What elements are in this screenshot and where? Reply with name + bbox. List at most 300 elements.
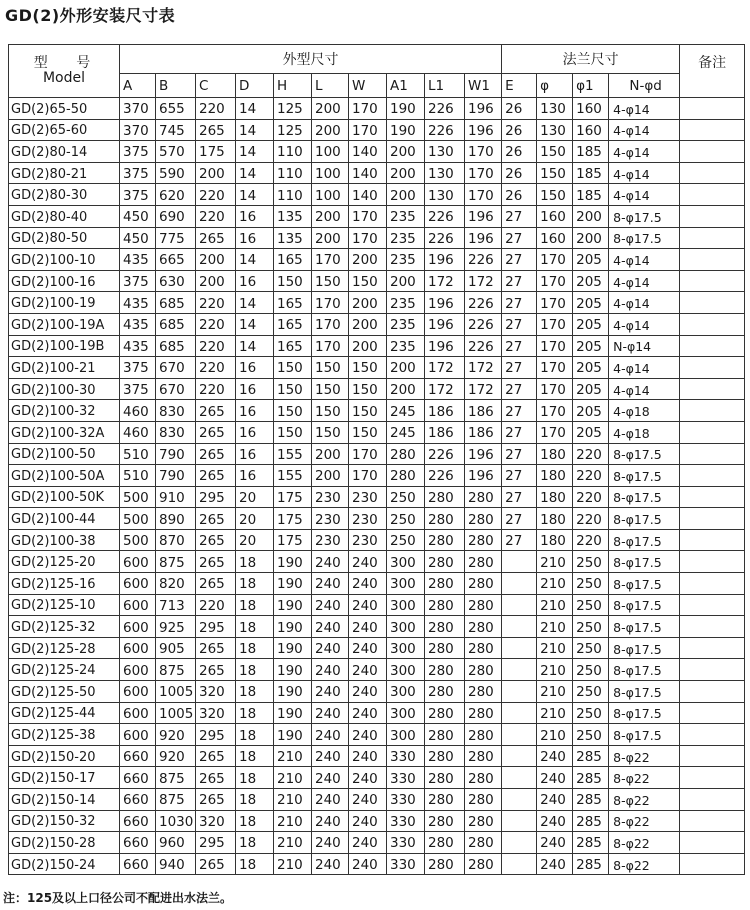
value-cell: 8-φ17.5 [609, 573, 680, 595]
value-cell: 1005 [156, 702, 196, 724]
value-cell: 220 [196, 378, 236, 400]
value-cell: 240 [537, 853, 573, 875]
value-cell: 16 [236, 421, 274, 443]
value-cell: 200 [387, 162, 425, 184]
value-cell: 175 [274, 529, 312, 551]
value-cell: 150 [537, 162, 573, 184]
table-row [9, 270, 745, 292]
value-cell: 220 [196, 594, 236, 616]
remarks-cell [680, 659, 745, 681]
value-cell: 690 [156, 205, 196, 227]
remarks-cell [680, 810, 745, 832]
value-cell: 170 [537, 400, 573, 422]
remarks-cell [680, 205, 745, 227]
value-cell: 280 [465, 594, 502, 616]
value-cell: 196 [465, 98, 502, 120]
value-cell: 200 [312, 205, 349, 227]
value-cell: 250 [573, 724, 609, 746]
value-cell: 240 [537, 745, 573, 767]
value-cell: 330 [387, 853, 425, 875]
value-cell: 435 [120, 335, 156, 357]
value-cell: 140 [349, 162, 387, 184]
value-cell: 20 [236, 508, 274, 530]
value-cell: 265 [196, 551, 236, 573]
value-cell: 170 [537, 335, 573, 357]
value-cell: 510 [120, 465, 156, 487]
value-cell: 4-φ14 [609, 313, 680, 335]
value-cell: 226 [425, 227, 465, 249]
model-cell: GD(2)125-50 [9, 681, 120, 703]
value-cell: 240 [312, 637, 349, 659]
remarks-cell [680, 421, 745, 443]
value-cell: 27 [502, 227, 537, 249]
value-cell: 250 [573, 573, 609, 595]
value-cell: 240 [312, 745, 349, 767]
value-cell: 18 [236, 659, 274, 681]
value-cell: 240 [312, 789, 349, 811]
value-cell: 240 [349, 853, 387, 875]
value-cell: 18 [236, 853, 274, 875]
column-header: φ1 [573, 74, 609, 98]
value-cell: 220 [573, 529, 609, 551]
value-cell: 280 [425, 508, 465, 530]
value-cell: 4-φ18 [609, 400, 680, 422]
value-cell: 210 [537, 573, 573, 595]
value-cell: 285 [573, 745, 609, 767]
value-cell: 130 [425, 184, 465, 206]
value-cell: 300 [387, 637, 425, 659]
value-cell: 190 [274, 573, 312, 595]
table-row [9, 637, 745, 659]
value-cell: 14 [236, 98, 274, 120]
value-cell: 8-φ17.5 [609, 681, 680, 703]
table-row [9, 616, 745, 638]
value-cell: 240 [537, 767, 573, 789]
value-cell: 14 [236, 335, 274, 357]
remarks-cell [680, 292, 745, 314]
value-cell: 27 [502, 400, 537, 422]
value-cell: 660 [120, 832, 156, 854]
value-cell: 130 [537, 98, 573, 120]
value-cell: 250 [573, 659, 609, 681]
value-cell: 280 [425, 529, 465, 551]
value-cell: 280 [425, 853, 465, 875]
value-cell: 170 [312, 335, 349, 357]
value-cell: 265 [196, 745, 236, 767]
remarks-cell [680, 789, 745, 811]
table-row [9, 789, 745, 811]
value-cell: 265 [196, 659, 236, 681]
value-cell: 330 [387, 767, 425, 789]
value-cell: 1005 [156, 681, 196, 703]
value-cell: 210 [537, 724, 573, 746]
value-cell: 200 [312, 465, 349, 487]
value-cell: 265 [196, 529, 236, 551]
value-cell: 8-φ17.5 [609, 616, 680, 638]
value-cell: 170 [349, 98, 387, 120]
value-cell: 170 [312, 313, 349, 335]
remarks-cell [680, 249, 745, 271]
value-cell: 150 [537, 141, 573, 163]
value-cell: 185 [573, 184, 609, 206]
table-row [9, 573, 745, 595]
remarks-cell [680, 745, 745, 767]
table-row [9, 313, 745, 335]
value-cell: 230 [312, 529, 349, 551]
value-cell: 200 [387, 270, 425, 292]
value-cell: 172 [465, 378, 502, 400]
value-cell: 300 [387, 551, 425, 573]
value-cell: 300 [387, 724, 425, 746]
value-cell: 220 [196, 292, 236, 314]
value-cell: 280 [465, 702, 502, 724]
value-cell: 300 [387, 573, 425, 595]
value-cell: 226 [465, 335, 502, 357]
value-cell: 165 [274, 249, 312, 271]
value-cell: 330 [387, 832, 425, 854]
value-cell: 196 [425, 249, 465, 271]
value-cell: N-φ14 [609, 335, 680, 357]
value-cell: 190 [387, 98, 425, 120]
value-cell: 200 [312, 119, 349, 141]
value-cell: 8-φ17.5 [609, 205, 680, 227]
value-cell: 210 [537, 616, 573, 638]
value-cell: 16 [236, 205, 274, 227]
value-cell: 620 [156, 184, 196, 206]
value-cell: 4-φ14 [609, 249, 680, 271]
value-cell: 240 [312, 724, 349, 746]
value-cell: 226 [425, 443, 465, 465]
value-cell: 20 [236, 529, 274, 551]
model-cell: GD(2)80-30 [9, 184, 120, 206]
value-cell: 170 [537, 421, 573, 443]
value-cell: 186 [465, 421, 502, 443]
value-cell: 4-φ14 [609, 378, 680, 400]
value-cell: 150 [312, 421, 349, 443]
value-cell: 250 [573, 551, 609, 573]
table-row [9, 162, 745, 184]
value-cell: 4-φ14 [609, 292, 680, 314]
value-cell: 14 [236, 292, 274, 314]
value-cell: 220 [196, 335, 236, 357]
value-cell: 235 [387, 313, 425, 335]
value-cell: 670 [156, 357, 196, 379]
model-cell: GD(2)100-19A [9, 313, 120, 335]
value-cell: 175 [196, 141, 236, 163]
value-cell [502, 767, 537, 789]
value-cell [502, 573, 537, 595]
dimension-table [8, 44, 745, 875]
value-cell: 280 [465, 724, 502, 746]
value-cell: 250 [387, 486, 425, 508]
value-cell: 150 [349, 400, 387, 422]
value-cell: 240 [349, 789, 387, 811]
value-cell: 280 [425, 789, 465, 811]
value-cell: 196 [425, 292, 465, 314]
model-cell: GD(2)150-28 [9, 832, 120, 854]
value-cell: 1030 [156, 810, 196, 832]
model-cell: GD(2)125-28 [9, 637, 120, 659]
table-row [9, 98, 745, 120]
model-cell: GD(2)100-10 [9, 249, 120, 271]
table-row [9, 832, 745, 854]
value-cell: 8-φ17.5 [609, 465, 680, 487]
value-cell: 375 [120, 357, 156, 379]
model-cell: GD(2)150-20 [9, 745, 120, 767]
value-cell: 4-φ14 [609, 270, 680, 292]
value-cell [502, 702, 537, 724]
value-cell: 220 [573, 486, 609, 508]
model-cell: GD(2)125-38 [9, 724, 120, 746]
value-cell [502, 832, 537, 854]
value-cell: 240 [312, 616, 349, 638]
value-cell: 280 [425, 681, 465, 703]
value-cell: 26 [502, 162, 537, 184]
value-cell: 8-φ17.5 [609, 529, 680, 551]
table-row [9, 681, 745, 703]
value-cell: 200 [573, 227, 609, 249]
remarks-cell [680, 616, 745, 638]
remarks-cell [680, 551, 745, 573]
value-cell: 205 [573, 421, 609, 443]
value-cell: 26 [502, 184, 537, 206]
value-cell: 27 [502, 205, 537, 227]
remarks-cell [680, 119, 745, 141]
value-cell: 250 [387, 529, 425, 551]
value-cell: 226 [425, 465, 465, 487]
value-cell: 875 [156, 659, 196, 681]
value-cell [502, 551, 537, 573]
value-cell: 26 [502, 98, 537, 120]
value-cell: 210 [537, 594, 573, 616]
value-cell: 280 [465, 832, 502, 854]
value-cell: 220 [196, 184, 236, 206]
value-cell: 27 [502, 465, 537, 487]
column-header: W [349, 74, 387, 98]
value-cell: 713 [156, 594, 196, 616]
value-cell: 205 [573, 249, 609, 271]
value-cell: 375 [120, 162, 156, 184]
model-cell: GD(2)80-21 [9, 162, 120, 184]
value-cell: 790 [156, 443, 196, 465]
value-cell: 250 [573, 702, 609, 724]
remarks-cell [680, 357, 745, 379]
value-cell: 500 [120, 529, 156, 551]
value-cell: 280 [465, 573, 502, 595]
value-cell: 830 [156, 400, 196, 422]
value-cell: 220 [573, 465, 609, 487]
value-cell: 170 [349, 205, 387, 227]
value-cell: 245 [387, 400, 425, 422]
value-cell: 280 [465, 486, 502, 508]
value-cell: 460 [120, 421, 156, 443]
value-cell: 250 [573, 681, 609, 703]
value-cell: 18 [236, 810, 274, 832]
remarks-cell [680, 681, 745, 703]
header-row-columns [9, 74, 745, 98]
value-cell: 196 [465, 443, 502, 465]
value-cell: 590 [156, 162, 196, 184]
value-cell: 175 [274, 508, 312, 530]
table-row [9, 357, 745, 379]
value-cell: 240 [349, 551, 387, 573]
value-cell: 790 [156, 465, 196, 487]
value-cell: 220 [196, 205, 236, 227]
value-cell: 280 [425, 573, 465, 595]
value-cell: 280 [465, 659, 502, 681]
value-cell: 170 [537, 313, 573, 335]
value-cell: 925 [156, 616, 196, 638]
value-cell: 205 [573, 292, 609, 314]
value-cell: 280 [425, 594, 465, 616]
value-cell [502, 659, 537, 681]
remarks-cell [680, 702, 745, 724]
value-cell: 190 [274, 702, 312, 724]
value-cell: 875 [156, 767, 196, 789]
value-cell: 240 [537, 810, 573, 832]
value-cell: 200 [312, 443, 349, 465]
value-cell: 240 [349, 810, 387, 832]
value-cell: 170 [349, 119, 387, 141]
value-cell: 295 [196, 616, 236, 638]
value-cell: 600 [120, 551, 156, 573]
model-header-cn: 型 号 [33, 55, 103, 71]
value-cell: 170 [537, 378, 573, 400]
value-cell: 370 [120, 119, 156, 141]
value-cell: 125 [274, 98, 312, 120]
value-cell: 240 [349, 832, 387, 854]
value-cell: 16 [236, 357, 274, 379]
value-cell: 172 [425, 270, 465, 292]
value-cell: 280 [425, 702, 465, 724]
value-cell [502, 810, 537, 832]
remarks-cell [680, 270, 745, 292]
page-title: GD(2)外形安装尺寸表 [5, 6, 176, 25]
value-cell: 220 [573, 443, 609, 465]
value-cell: 265 [196, 853, 236, 875]
value-cell: 820 [156, 573, 196, 595]
value-cell: 27 [502, 357, 537, 379]
value-cell: 905 [156, 637, 196, 659]
value-cell: 200 [196, 270, 236, 292]
value-cell: 190 [274, 724, 312, 746]
value-cell: 295 [196, 486, 236, 508]
value-cell: 200 [312, 98, 349, 120]
table-row [9, 378, 745, 400]
value-cell: 570 [156, 141, 196, 163]
value-cell: 330 [387, 745, 425, 767]
value-cell: 230 [312, 486, 349, 508]
value-cell: 600 [120, 616, 156, 638]
value-cell: 280 [387, 443, 425, 465]
value-cell: 16 [236, 465, 274, 487]
value-cell: 8-φ17.5 [609, 594, 680, 616]
value-cell: 630 [156, 270, 196, 292]
table-row [9, 810, 745, 832]
value-cell: 200 [196, 162, 236, 184]
table-row [9, 184, 745, 206]
remarks-cell [680, 508, 745, 530]
remarks-cell [680, 465, 745, 487]
value-cell: 240 [312, 659, 349, 681]
value-cell: 205 [573, 378, 609, 400]
value-cell [502, 637, 537, 659]
value-cell: 220 [196, 357, 236, 379]
value-cell: 14 [236, 119, 274, 141]
value-cell: 150 [349, 270, 387, 292]
value-cell: 16 [236, 443, 274, 465]
table-row [9, 141, 745, 163]
remarks-header: 备注 [680, 45, 745, 98]
value-cell: 18 [236, 637, 274, 659]
value-cell: 165 [274, 292, 312, 314]
value-cell: 875 [156, 551, 196, 573]
value-cell: 265 [196, 637, 236, 659]
value-cell [502, 853, 537, 875]
value-cell: 4-φ14 [609, 357, 680, 379]
value-cell: 8-φ22 [609, 767, 680, 789]
value-cell: 280 [425, 637, 465, 659]
value-cell: 235 [387, 205, 425, 227]
value-cell: 205 [573, 313, 609, 335]
value-cell: 150 [274, 400, 312, 422]
value-cell: 18 [236, 702, 274, 724]
table-row [9, 486, 745, 508]
value-cell: 240 [349, 616, 387, 638]
value-cell: 280 [465, 616, 502, 638]
value-cell: 130 [425, 162, 465, 184]
value-cell: 110 [274, 162, 312, 184]
value-cell: 226 [425, 205, 465, 227]
value-cell: 265 [196, 767, 236, 789]
value-cell: 185 [573, 162, 609, 184]
value-cell: 600 [120, 702, 156, 724]
model-cell: GD(2)100-50A [9, 465, 120, 487]
value-cell: 186 [425, 400, 465, 422]
remarks-cell [680, 573, 745, 595]
value-cell: 510 [120, 443, 156, 465]
value-cell: 265 [196, 227, 236, 249]
value-cell: 160 [573, 98, 609, 120]
value-cell: 26 [502, 141, 537, 163]
value-cell: 180 [537, 529, 573, 551]
value-cell: 196 [425, 313, 465, 335]
value-cell: 196 [465, 465, 502, 487]
value-cell: 775 [156, 227, 196, 249]
value-cell: 140 [349, 184, 387, 206]
value-cell: 205 [573, 357, 609, 379]
value-cell: 300 [387, 616, 425, 638]
value-cell: 265 [196, 119, 236, 141]
value-cell: 8-φ17.5 [609, 659, 680, 681]
value-cell [502, 789, 537, 811]
value-cell: 160 [537, 227, 573, 249]
table-row [9, 594, 745, 616]
remarks-cell [680, 313, 745, 335]
value-cell: 920 [156, 724, 196, 746]
value-cell: 200 [387, 378, 425, 400]
value-cell: 280 [465, 637, 502, 659]
value-cell: 600 [120, 724, 156, 746]
value-cell: 240 [537, 832, 573, 854]
remarks-cell [680, 378, 745, 400]
value-cell: 226 [465, 292, 502, 314]
table-row [9, 702, 745, 724]
remarks-cell [680, 486, 745, 508]
model-cell: GD(2)125-10 [9, 594, 120, 616]
value-cell: 240 [349, 573, 387, 595]
model-cell: GD(2)100-32A [9, 421, 120, 443]
